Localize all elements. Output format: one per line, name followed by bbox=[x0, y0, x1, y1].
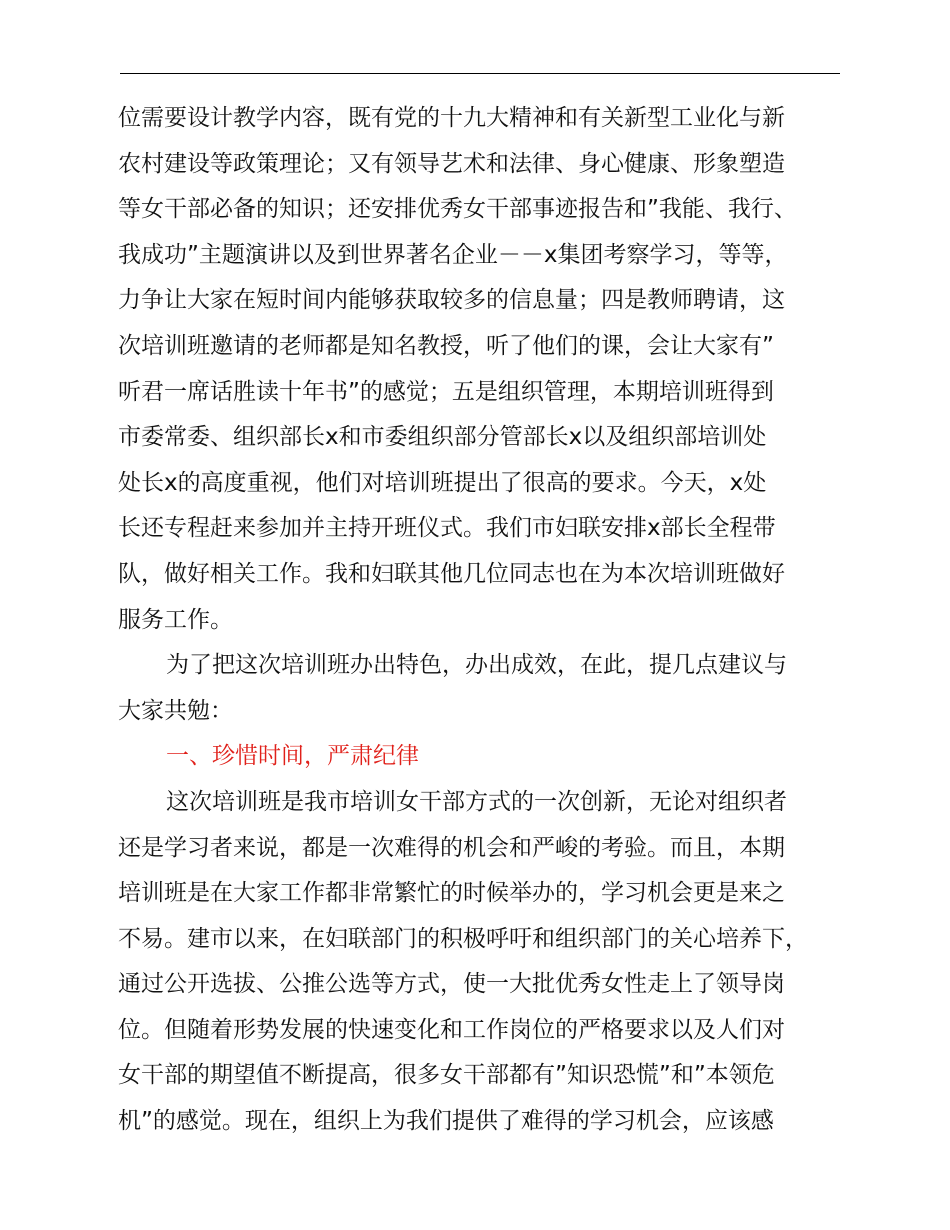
text-line: 不易。建市以来，在妇联部门的积极呼吁和组织部门的关心培养下， bbox=[118, 925, 808, 952]
text-line: 力争让大家在短时间内能够获取较多的信息量；四是教师聘请，这 bbox=[118, 287, 785, 314]
section-heading: 一、珍惜时间，严肃纪律 bbox=[166, 743, 419, 770]
text-line: 长还专程赶来参加并主持开班仪式。我们市妇联安排x部长全程带 bbox=[118, 515, 776, 542]
text-line: 为了把这次培训班办出特色，办出成效，在此，提几点建议与 bbox=[166, 652, 787, 679]
text-line: 大家共勉： bbox=[118, 697, 233, 724]
header-rule bbox=[120, 73, 840, 74]
text-line: 位需要设计教学内容，既有党的十九大精神和有关新型工业化与新 bbox=[118, 105, 785, 131]
text-line: 还是学习者来说，都是一次难得的机会和严峻的考验。而且，本期 bbox=[118, 834, 785, 861]
text-line: 机”的感觉。现在，组织上为我们提供了难得的学习机会，应该感 bbox=[118, 1108, 774, 1135]
text-line: 农村建设等政策理论；又有领导艺术和法律、身心健康、形象塑造 bbox=[118, 150, 785, 177]
text-line: 这次培训班是我市培训女干部方式的一次创新，无论对组织者 bbox=[166, 788, 787, 815]
text-line: 服务工作。 bbox=[118, 606, 233, 633]
text-line: 处长x的高度重视，他们对培训班提出了很高的要求。今天，x处 bbox=[118, 469, 767, 496]
text-line: 培训班是在大家工作都非常繁忙的时候举办的，学习机会更是来之 bbox=[118, 880, 785, 907]
text-line: 市委常委、组织部长x和市委组织部分管部长x以及组织部培训处 bbox=[118, 424, 767, 451]
text-line: 通过公开选拔、公推公选等方式，使一大批优秀女性走上了领导岗 bbox=[118, 971, 785, 998]
text-line: 听君一席话胜读十年书”的感觉；五是组织管理，本期培训班得到 bbox=[118, 378, 774, 405]
text-line: 女干部的期望值不断提高，很多女干部都有”知识恐慌”和”本领危 bbox=[118, 1062, 775, 1089]
document-body bbox=[118, 96, 842, 1145]
text-line: 次培训班邀请的老师都是知名教授，听了他们的课，会让大家有” bbox=[118, 332, 774, 359]
text-line: 位。但随着形势发展的快速变化和工作岗位的严格要求以及人们对 bbox=[118, 1016, 785, 1043]
text-line: 我成功”主题演讲以及到世界著名企业－－x集团考察学习，等等， bbox=[118, 241, 788, 268]
text-line: 队，做好相关工作。我和妇联其他几位同志也在为本次培训班做好 bbox=[118, 560, 785, 587]
text-line: 等女干部必备的知识；还安排优秀女干部事迹报告和”我能、我行、 bbox=[118, 196, 797, 223]
